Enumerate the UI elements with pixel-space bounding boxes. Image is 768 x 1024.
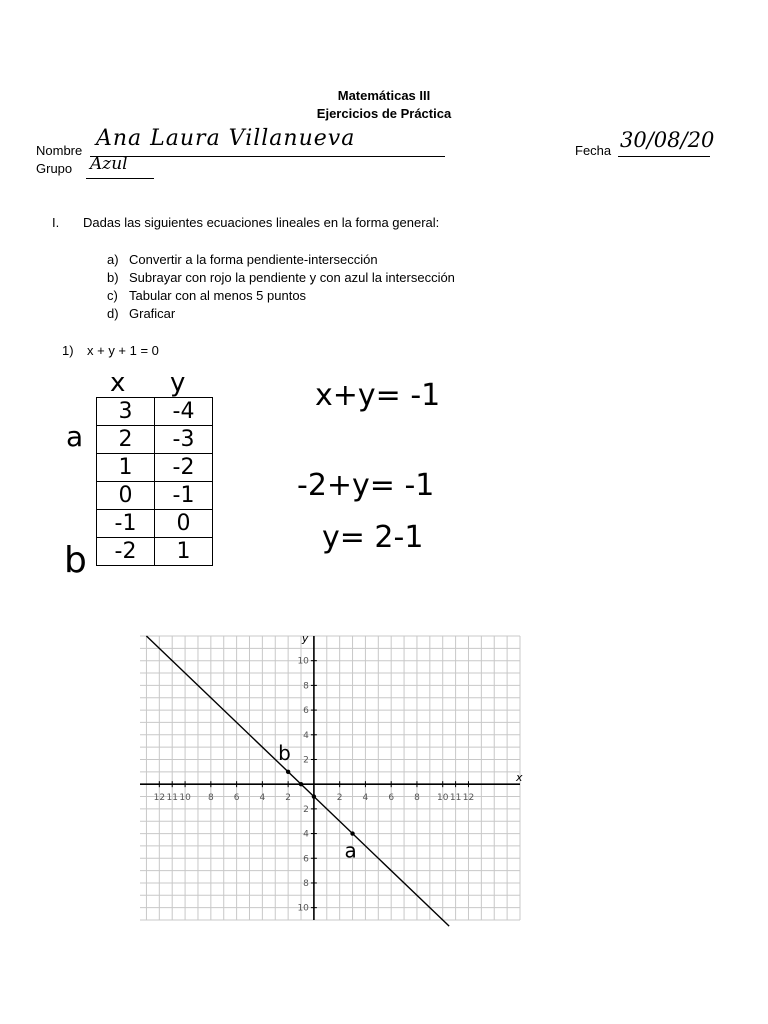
work-line-1: x+y= -1 (315, 378, 441, 413)
graph-grid (140, 636, 520, 920)
y-tick-label: 8 (303, 681, 309, 692)
option-text: Tabular con al menos 5 puntos (129, 288, 307, 303)
table-cell: 3 (97, 398, 155, 426)
y-axis-label: y (301, 632, 309, 645)
exercise-equation: x + y + 1 = 0 (87, 343, 159, 358)
table-cell: 2 (97, 426, 155, 454)
graph-point (350, 831, 354, 835)
y-tick-label: 2 (303, 755, 309, 766)
graph-point (286, 770, 290, 774)
table-cell: -2 (97, 538, 155, 566)
x-tick-label: 2 (336, 793, 343, 804)
x-tick-label: 12 (462, 793, 475, 804)
x-tick-label: 10 (436, 793, 449, 804)
x-tick-label: 8 (414, 793, 420, 804)
section-numeral: I. (52, 215, 60, 230)
table-cell: 0 (155, 510, 213, 538)
work-line-2: -2+y= -1 (297, 468, 435, 503)
table-row (97, 482, 213, 510)
option-text: Subrayar con rojo la pendiente y con azul la intersección (129, 270, 455, 285)
table-cell: 1 (155, 538, 213, 566)
name-field (90, 126, 445, 157)
table-cell: 1 (97, 454, 155, 482)
exercise-number: 1) (62, 343, 74, 358)
graph (130, 628, 530, 928)
group-field (86, 156, 154, 179)
x-tick-label: 6 (233, 793, 240, 804)
group-label: Grupo (36, 161, 73, 176)
name-label: Nombre (36, 143, 83, 158)
course-title: Matemáticas III (337, 88, 431, 103)
y-tick-label: 2 (303, 804, 309, 815)
date-label: Fecha (575, 143, 612, 158)
y-tick-label: 6 (303, 706, 309, 717)
option-b (107, 270, 455, 285)
x-tick-label: 4 (259, 793, 266, 804)
option-letter: c) (107, 288, 118, 303)
option-letter: d) (107, 306, 119, 321)
table-cell: -4 (155, 398, 213, 426)
x-axis-label: x (516, 771, 523, 785)
table-header-x: x (110, 368, 126, 398)
x-tick-label: 6 (388, 793, 395, 804)
y-tick-label: 4 (303, 829, 309, 840)
x-tick-label: 4 (362, 793, 369, 804)
y-tick-label: 10 (297, 903, 309, 914)
table-row (97, 398, 213, 426)
y-tick-label: 8 (303, 878, 309, 889)
x-tick-label: 11 (166, 793, 178, 804)
y-tick-label: 10 (297, 656, 309, 667)
x-tick-label: 11 (449, 793, 462, 804)
y-tick-label: 4 (303, 730, 309, 741)
option-text: Graficar (129, 306, 176, 321)
date-field (618, 128, 715, 157)
table-cell: 0 (97, 482, 155, 510)
margin-label-a: a (66, 420, 84, 453)
option-a (107, 252, 378, 267)
table-cell: -3 (155, 426, 213, 454)
graph-point (312, 794, 316, 798)
table-cell: -2 (155, 454, 213, 482)
values-table (96, 397, 213, 566)
worksheet-subtitle: Ejercicios de Práctica (316, 106, 452, 121)
graph-point (299, 782, 303, 786)
option-d (107, 306, 175, 321)
work-line-3: y= 2-1 (322, 520, 424, 555)
table-row (97, 454, 213, 482)
x-tick-label: 2 (285, 793, 292, 804)
table-row (97, 538, 213, 566)
date-handwritten: 30/08/20 (620, 128, 715, 152)
option-letter: b) (107, 270, 119, 285)
name-signature: Ana Laura Villanueva (96, 126, 356, 151)
margin-label-b: b (64, 540, 87, 581)
x-tick-label: 10 (179, 793, 191, 804)
option-text: Convertir a la forma pendiente-intersección (129, 252, 378, 267)
group-handwritten: Azul (90, 154, 128, 174)
y-tick-label: 6 (303, 854, 309, 865)
table-row (97, 510, 213, 538)
graph-label-b: b (278, 740, 291, 765)
option-c (107, 288, 306, 303)
table-header-y: y (170, 368, 186, 398)
graph-axes (140, 632, 523, 920)
x-tick-label: 12 (153, 793, 166, 804)
section-instruction: Dadas las siguientes ecuaciones lineales en la forma general: (83, 215, 440, 230)
graph-label-a: a (344, 838, 357, 863)
table-cell: -1 (97, 510, 155, 538)
table-row (97, 426, 213, 454)
x-tick-label: 8 (207, 793, 214, 804)
table-cell: -1 (155, 482, 213, 510)
option-letter: a) (107, 252, 119, 267)
